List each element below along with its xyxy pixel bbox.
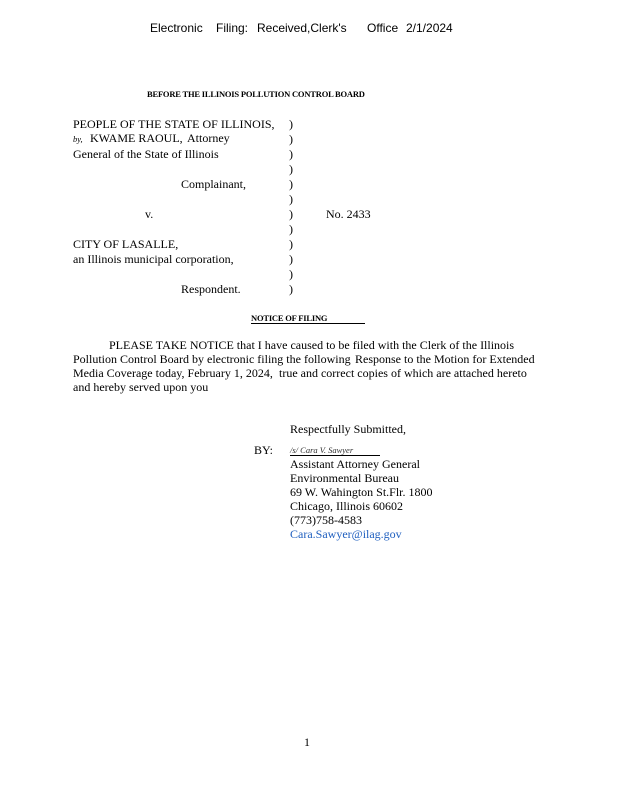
body-line-3a: Media Coverage today, February 1, 2024, xyxy=(73,366,273,380)
caption-paren: ) xyxy=(289,282,293,296)
signer-address-2: Chicago, Illinois 60602 xyxy=(290,499,403,513)
caption-attorney: Attorney xyxy=(187,131,230,145)
caption-paren: ) xyxy=(289,207,293,221)
caption-paren: ) xyxy=(289,177,293,191)
caption-paren: ) xyxy=(289,237,293,251)
notice-title-underline xyxy=(251,323,365,324)
header-office: Office xyxy=(367,21,399,35)
caption-paren: ) xyxy=(289,147,293,161)
caption-paren: ) xyxy=(289,222,293,236)
caption-complainant: Complainant, xyxy=(181,177,246,191)
caption-raoul: KWAME RAOUL, xyxy=(90,131,183,145)
body-line-1: PLEASE TAKE NOTICE that I have caused to be filed with the Clerk of the Illinois xyxy=(109,338,515,352)
signer-bureau: Environmental Bureau xyxy=(290,471,399,485)
signer-email[interactable]: Cara.Sawyer@ilag.gov xyxy=(290,527,402,541)
case-number: No. 2433 xyxy=(326,207,371,221)
board-title: BEFORE THE ILLINOIS POLLUTION CONTROL BOARD xyxy=(147,89,365,99)
signature-underline xyxy=(290,455,380,456)
header-electronic: Electronic xyxy=(150,21,203,35)
page-number: 1 xyxy=(304,735,310,749)
signer-address-1: 69 W. Wahington St.Flr. 1800 xyxy=(290,485,433,499)
caption-city: CITY OF LASALLE, xyxy=(73,237,179,251)
body-line-3b: true and correct copies of which are attached hereto xyxy=(279,366,527,380)
caption-paren: ) xyxy=(289,162,293,176)
caption-paren: ) xyxy=(289,192,293,206)
body-line-4: and hereby served upon you xyxy=(73,380,209,394)
header-filing: Filing: xyxy=(216,21,249,35)
caption-paren: ) xyxy=(289,267,293,281)
body-line-2a: Pollution Control Board by electronic filing the following xyxy=(73,352,351,366)
caption-corporation: an Illinois municipal corporation, xyxy=(73,252,234,266)
header-date: 2/1/2024 xyxy=(406,21,453,35)
caption-paren: ) xyxy=(289,252,293,266)
caption-paren: ) xyxy=(289,132,293,146)
caption-paren: ) xyxy=(289,117,293,131)
by-label: BY: xyxy=(254,443,273,457)
respectfully-submitted: Respectfully Submitted, xyxy=(290,422,406,436)
caption-versus: v. xyxy=(145,207,154,221)
caption-people: PEOPLE OF THE STATE OF ILLINOIS, xyxy=(73,117,275,131)
body-line-2b: Response to the Motion for Extended xyxy=(355,352,535,366)
caption-by: by, xyxy=(73,134,83,144)
electronic-signature: /s/ Cara V. Sawyer xyxy=(290,445,354,455)
caption-respondent: Respondent. xyxy=(181,282,241,296)
caption-general: General of the State of Illinois xyxy=(73,147,219,161)
notice-title: NOTICE OF FILING xyxy=(251,313,328,323)
header-received: Received,Clerk's xyxy=(257,21,347,35)
signer-phone: (773)758-4583 xyxy=(290,513,362,527)
signer-title: Assistant Attorney General xyxy=(290,457,420,471)
